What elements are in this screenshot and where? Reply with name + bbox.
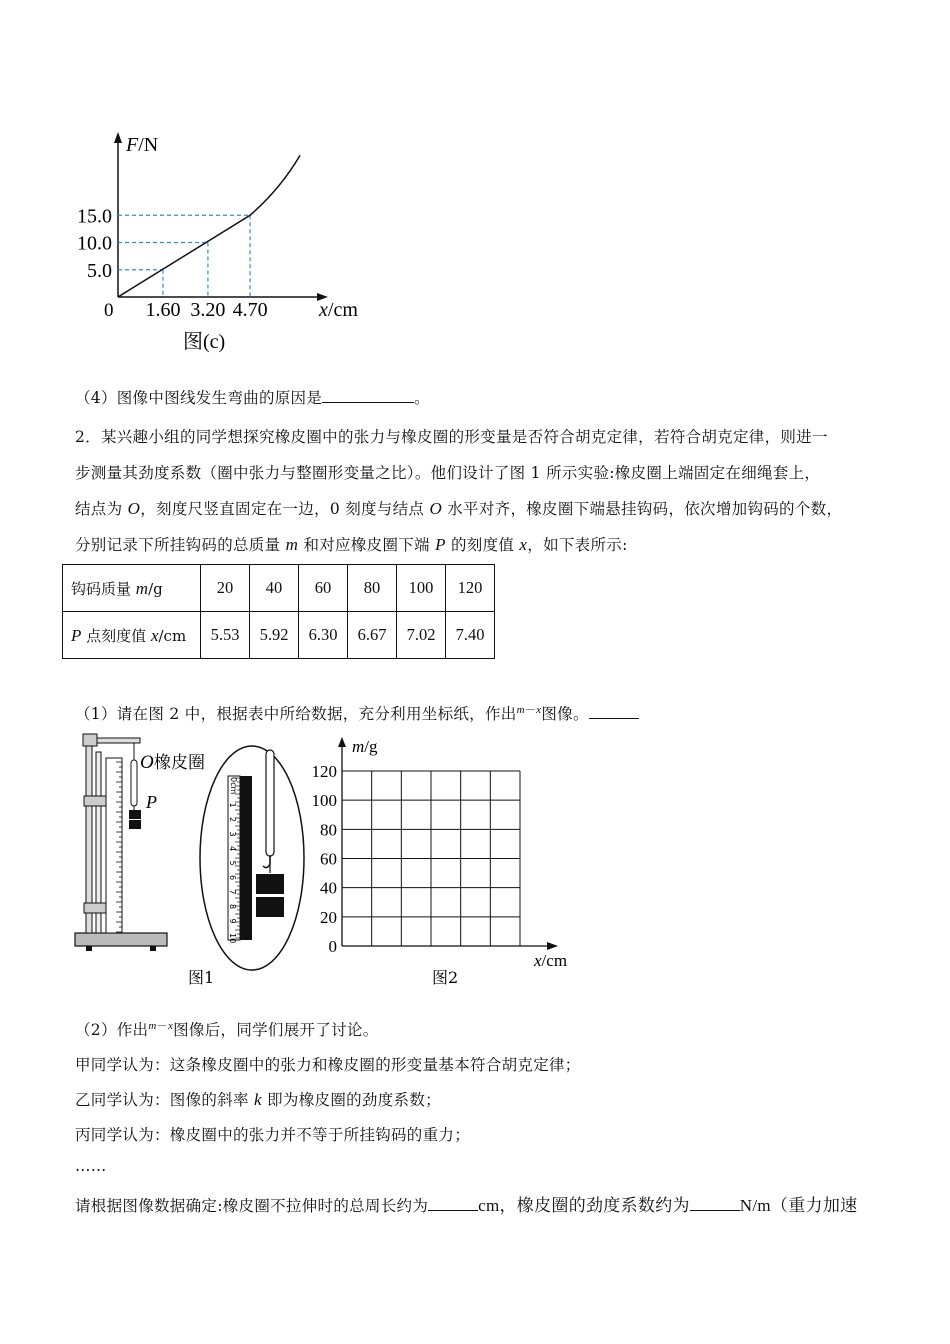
figure-2-grid: [311, 730, 590, 992]
figure-1-apparatus: [70, 730, 320, 992]
scale-cell: 6.30: [299, 612, 348, 659]
force-extension-line: [118, 155, 300, 297]
scale-cell: 5.92: [250, 612, 299, 659]
question-4: （4）图像中图线发生弯曲的原因是 。: [75, 389, 430, 407]
mass-cell: 20: [201, 565, 250, 612]
svg-text:2: 2: [228, 817, 237, 823]
discussion-yi: 乙同学认为：图像的斜率 k 即为橡皮圈的劲度系数；: [75, 1090, 441, 1109]
svg-text:6: 6: [228, 875, 237, 881]
m-tick-label: 0: [328, 937, 337, 956]
figure-c-graph: [60, 115, 380, 365]
mass-cell: 100: [397, 565, 446, 612]
q2-line-3: 结点为 O，刻度尺竖直固定在一边，0 刻度与结点 O 水平对齐，橡皮圈下端悬挂钩码，依次增加钩码的个数，: [75, 499, 843, 518]
x-tick-label: 3.20: [190, 299, 226, 321]
label-o: O: [140, 752, 154, 773]
svg-text:7: 7: [228, 889, 237, 895]
mass-cell: 120: [446, 565, 495, 612]
data-table: [62, 564, 495, 659]
svg-text:9: 9: [228, 918, 237, 924]
svg-text:10: 10: [228, 933, 237, 944]
sub-question-2: （2）作出$^{m-x}$图像后，同学们展开了讨论。: [75, 1020, 379, 1039]
scale-cell: 7.02: [397, 612, 446, 659]
mass-cell: 40: [250, 565, 299, 612]
x-axis-grid-arrow: [547, 942, 558, 950]
origin-label: 0: [104, 300, 114, 321]
y-tick-label: 15.0: [77, 205, 112, 228]
svg-text:1: 1: [228, 802, 237, 808]
zoom-band: [266, 750, 274, 856]
x-tick-label: 4.70: [232, 299, 268, 321]
m-tick-label: 100: [311, 791, 337, 811]
m-tick-label: 20: [320, 907, 337, 927]
rubber-band: [131, 760, 137, 806]
m-tick-label: 60: [320, 849, 337, 869]
hook-weight: [129, 820, 141, 829]
q2-line-2: 步测量其劲度系数（圈中张力与整圈形变量之比）。他们设计了图 1 所示实验:橡皮圈上端固定在细绳套上，: [75, 464, 821, 482]
y-axis-label: F/N: [126, 134, 159, 156]
mass-cell: 60: [299, 565, 348, 612]
q2-line-1: 2．某兴趣小组的同学想探究橡皮圈中的张力与橡皮圈的形变量是否符合胡克定律，若符合胡克定律，则进一: [75, 428, 828, 446]
label-p: P: [146, 792, 157, 812]
y-axis-arrow: [114, 132, 122, 143]
q2-line-4: 分别记录下所挂钩码的总质量 m 和对应橡皮圈下端 P 的刻度值 x，如下表所示:: [75, 535, 628, 554]
figure-1-caption: 图1: [188, 968, 215, 987]
scale-cell: 5.53: [201, 612, 250, 659]
m-axis-arrow: [338, 737, 346, 747]
sub-question-1: （1）请在图 2 中，根据表中所给数据，充分利用坐标纸，作出$^{m-x}$图像。: [75, 701, 639, 724]
svg-text:8: 8: [228, 904, 237, 910]
label-rubber-band: 橡皮圈: [154, 753, 205, 773]
zoom-ruler-unit: 0cm: [229, 777, 238, 795]
mass-header: 钩码质量 m/g: [63, 565, 201, 612]
mass-cell: 80: [348, 565, 397, 612]
y-tick-label: 10.0: [77, 232, 112, 255]
discussion-bing: 丙同学认为：橡皮圈中的张力并不等于所挂钩码的重力；: [75, 1126, 471, 1144]
answer-blank-length[interactable]: [428, 1196, 478, 1211]
discussion-jia: 甲同学认为：这条橡皮圈中的张力和橡皮圈的形变量基本符合胡克定律；: [75, 1056, 581, 1074]
m-tick-label: 40: [320, 878, 337, 898]
scale-cell: 7.40: [446, 612, 495, 659]
stand-base: [75, 933, 167, 946]
scale-cell: 6.67: [348, 612, 397, 659]
scale-header: P 点刻度值 x/cm: [63, 612, 201, 659]
x-axis-grid-label: x/cm: [534, 951, 568, 970]
table-row-mass: [63, 565, 495, 612]
zoom-weight: [256, 874, 284, 894]
answer-blank-stiffness[interactable]: [690, 1196, 740, 1211]
table-row-scale: [63, 612, 495, 659]
m-tick-label: 80: [320, 820, 337, 840]
hook-weight: [129, 810, 141, 819]
m-axis-label: m/g: [352, 737, 378, 756]
figure-c-caption: 图(c): [183, 331, 226, 353]
m-tick-label: 120: [311, 762, 337, 781]
svg-text:4: 4: [228, 846, 237, 852]
answer-blank-4[interactable]: [322, 388, 414, 403]
discussion-ellipsis: ……: [75, 1157, 107, 1175]
svg-text:5: 5: [228, 860, 237, 866]
zoom-weight: [256, 897, 284, 917]
x-axis-label: x/cm: [319, 299, 358, 321]
figure-2-caption: 图2: [432, 968, 459, 987]
svg-text:3: 3: [228, 831, 237, 837]
final-question: 请根据图像数据确定:橡皮圈不拉伸时的总周长约为 cm，橡皮圈的劲度系数约为 N/m（重力加速: [75, 1196, 858, 1215]
y-tick-label: 5.0: [87, 259, 112, 282]
x-tick-label: 1.60: [145, 299, 181, 321]
answer-blank-1[interactable]: [589, 704, 639, 719]
